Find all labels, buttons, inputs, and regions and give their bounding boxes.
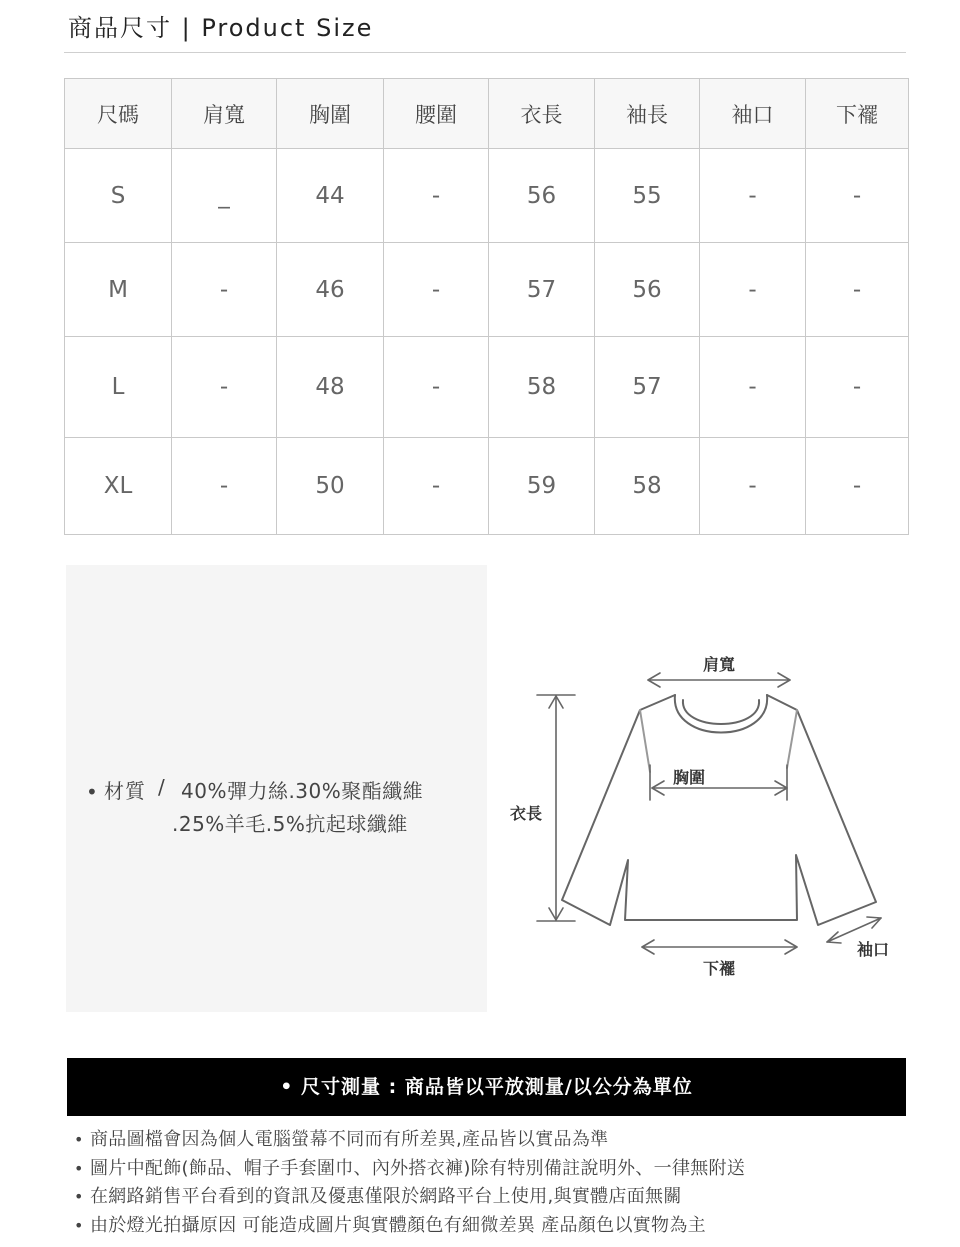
table-row	[65, 243, 909, 337]
table-cell: 58	[595, 438, 700, 535]
length-label: 衣長	[510, 804, 543, 823]
table-cell: -	[806, 438, 909, 535]
table-cell: 57	[489, 243, 595, 337]
table-cell: -	[384, 243, 489, 337]
chest-label: 胸圍	[673, 768, 706, 787]
list-item	[74, 1212, 745, 1241]
table-cell: 55	[595, 149, 700, 243]
column-header: 腰圍	[384, 79, 489, 149]
table-cell: -	[384, 149, 489, 243]
table-cell: -	[172, 243, 277, 337]
table-cell: -	[700, 337, 806, 438]
table-cell: 59	[489, 438, 595, 535]
column-header: 肩寬	[172, 79, 277, 149]
table-row	[65, 149, 909, 243]
note-text: 由於燈光拍攝原因 可能造成圖片與實體顏色有細微差異 產品顏色以實物為主	[90, 1214, 706, 1236]
bullet: •	[86, 780, 98, 804]
collar-inner	[683, 700, 759, 724]
table-cell: 46	[277, 243, 384, 337]
table-cell: -	[700, 149, 806, 243]
table-cell: 50	[277, 438, 384, 535]
note-text: 商品圖檔會因為個人電腦螢幕不同而有所差異,產品皆以實品為準	[90, 1129, 609, 1150]
column-header: 袖口	[700, 79, 806, 149]
column-header: 尺碼	[65, 79, 172, 149]
table-cell: 57	[595, 337, 700, 438]
column-header: 下襬	[806, 79, 909, 149]
note-text: 圖片中配飾(飾品、帽子手套圍巾、內外搭衣褲)除有特別備註說明外、一律無附送	[90, 1157, 746, 1179]
bullet: •	[74, 1187, 84, 1207]
measurement-diagram	[500, 640, 900, 980]
table-row	[65, 337, 909, 438]
garment-outline	[500, 640, 900, 980]
table-cell: -	[172, 337, 277, 438]
table-header-row	[65, 79, 909, 149]
table-cell: -	[806, 243, 909, 337]
list-item	[74, 1155, 745, 1184]
table-cell: 58	[489, 337, 595, 438]
title-divider	[64, 52, 906, 53]
table-cell: -	[384, 337, 489, 438]
table-cell: -	[172, 438, 277, 535]
table-cell: -	[700, 438, 806, 535]
page-title: 商品尺寸 | Product Size	[68, 14, 374, 42]
bullet: •	[74, 1130, 84, 1149]
notes-list	[74, 1126, 745, 1240]
material-composition-line2: .25%羊毛.5%抗起球纖維	[172, 812, 408, 836]
column-header: 胸圍	[277, 79, 384, 149]
shoulder-label: 肩寬	[703, 655, 736, 674]
table-cell: 56	[595, 243, 700, 337]
material-separator: /	[158, 775, 165, 799]
table-cell: -	[384, 438, 489, 535]
table-cell: XL	[65, 438, 172, 535]
material-panel	[66, 565, 487, 1012]
bullet: •	[74, 1215, 84, 1235]
table-cell: -	[700, 243, 806, 337]
table-cell: S	[65, 149, 172, 243]
table-cell: -	[806, 337, 909, 438]
hem-label: 下襬	[703, 959, 736, 978]
table-row	[65, 438, 909, 535]
list-item	[74, 1126, 745, 1155]
measurement-banner: • 尺寸測量 : 商品皆以平放測量/以公分為單位	[67, 1058, 906, 1116]
table-cell: _	[172, 149, 277, 243]
column-header: 衣長	[489, 79, 595, 149]
table-cell: M	[65, 243, 172, 337]
list-item	[74, 1183, 745, 1212]
note-text: 在網路銷售平台看到的資訊及優惠僅限於網路平台上使用,與實體店面無關	[90, 1186, 682, 1208]
bullet: •	[74, 1158, 84, 1178]
material-composition-line1: 40%彈力絲.30%聚酯纖維	[181, 779, 424, 803]
material-label: 材質	[104, 779, 146, 803]
cuff-label: 袖口	[857, 940, 890, 959]
armhole-right	[787, 710, 797, 768]
table-cell: 44	[277, 149, 384, 243]
table-cell: -	[806, 149, 909, 243]
table-cell: L	[65, 337, 172, 438]
table-cell: 48	[277, 337, 384, 438]
size-table	[64, 78, 909, 535]
armhole-left	[640, 710, 650, 772]
table-cell: 56	[489, 149, 595, 243]
garment-body-outline	[562, 695, 876, 925]
column-header: 袖長	[595, 79, 700, 149]
